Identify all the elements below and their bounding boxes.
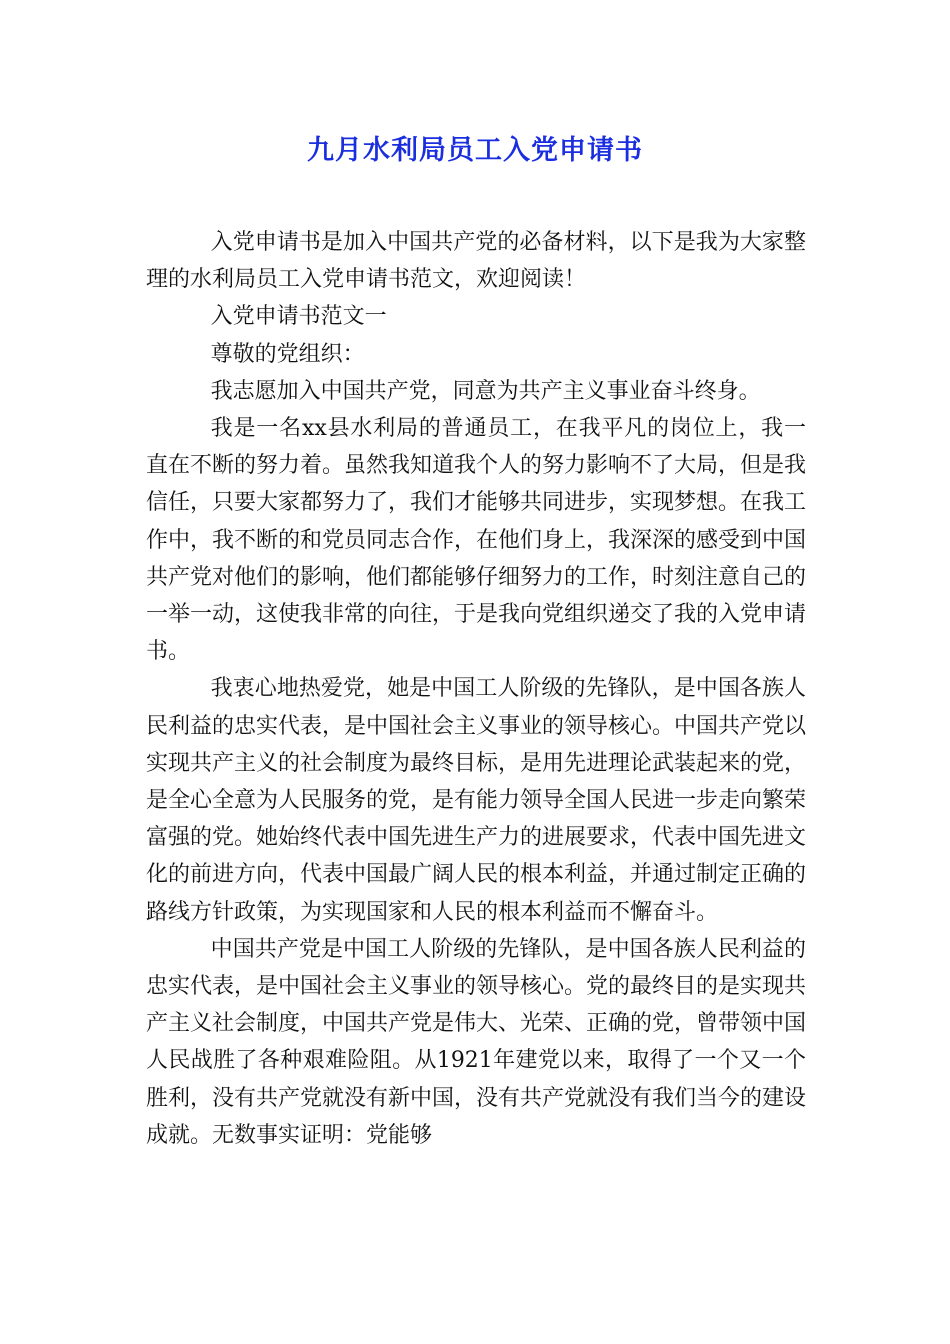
document-title: 九月水利局员工入党申请书: [307, 135, 643, 166]
pledge-paragraph: 我志愿加入中国共产党，同意为共产主义事业奋斗终身。: [210, 378, 761, 404]
body-paragraph-3: 中国共产党是中国工人阶级的先锋队，是中国各族人民利益的忠实代表，是中国社会主义事业的领导核心。党的最终目的是实现共产主义社会制度，中国共产党是伟大、光荣、正确的党，曾带领中国人民战胜了各种艰难险阻。从1921年建党以来，取得了一个又一个胜利，没有共产党就没有新中国，没有共产党就没有我们当今的建设成就。无数事实证明：党能够: [146, 936, 807, 1148]
body-paragraph-2: 我衷心地热爱党，她是中国工人阶级的先锋队，是中国各族人民利益的忠实代表，是中国社会主义事业的领导核心。中国共产党以实现共产主义的社会制度为最终目标，是用先进理论武装起来的党，是全心全意为人民服务的党，是有能力领导全国人民进一步走向繁荣富强的党。她始终代表中国先进生产力的进展要求，代表中国先进文化的前进方向，代表中国最广阔人民的根本利益，并通过制定正确的路线方针政策，为实现国家和人民的根本利益而不懈奋斗。: [146, 676, 807, 925]
intro-paragraph: 入党申请书是加入中国共产党的必备材料，以下是我为大家整理的水利局员工入党申请书范文，欢迎阅读！: [146, 230, 806, 293]
document-body: [146, 224, 806, 1154]
salutation: 尊敬的党组织：: [210, 341, 365, 367]
sample-heading: 入党申请书范文一: [210, 304, 387, 330]
body-paragraph-1: 我是一名xx县水利局的普通员工，在我平凡的岗位上，我一直在不断的努力着。虽然我知道我个人的努力影响不了大局，但是我信任，只要大家都努力了，我们才能够共同进步，实现梦想。在我工作中，我不断的和党员同志合作，在他们身上，我深深的感受到中国共产党对他们的影响，他们都能够仔细努力的工作，时刻注意自己的一举一动，这使我非常的向往，于是我向党组织递交了我的入党申请书。: [146, 416, 807, 665]
